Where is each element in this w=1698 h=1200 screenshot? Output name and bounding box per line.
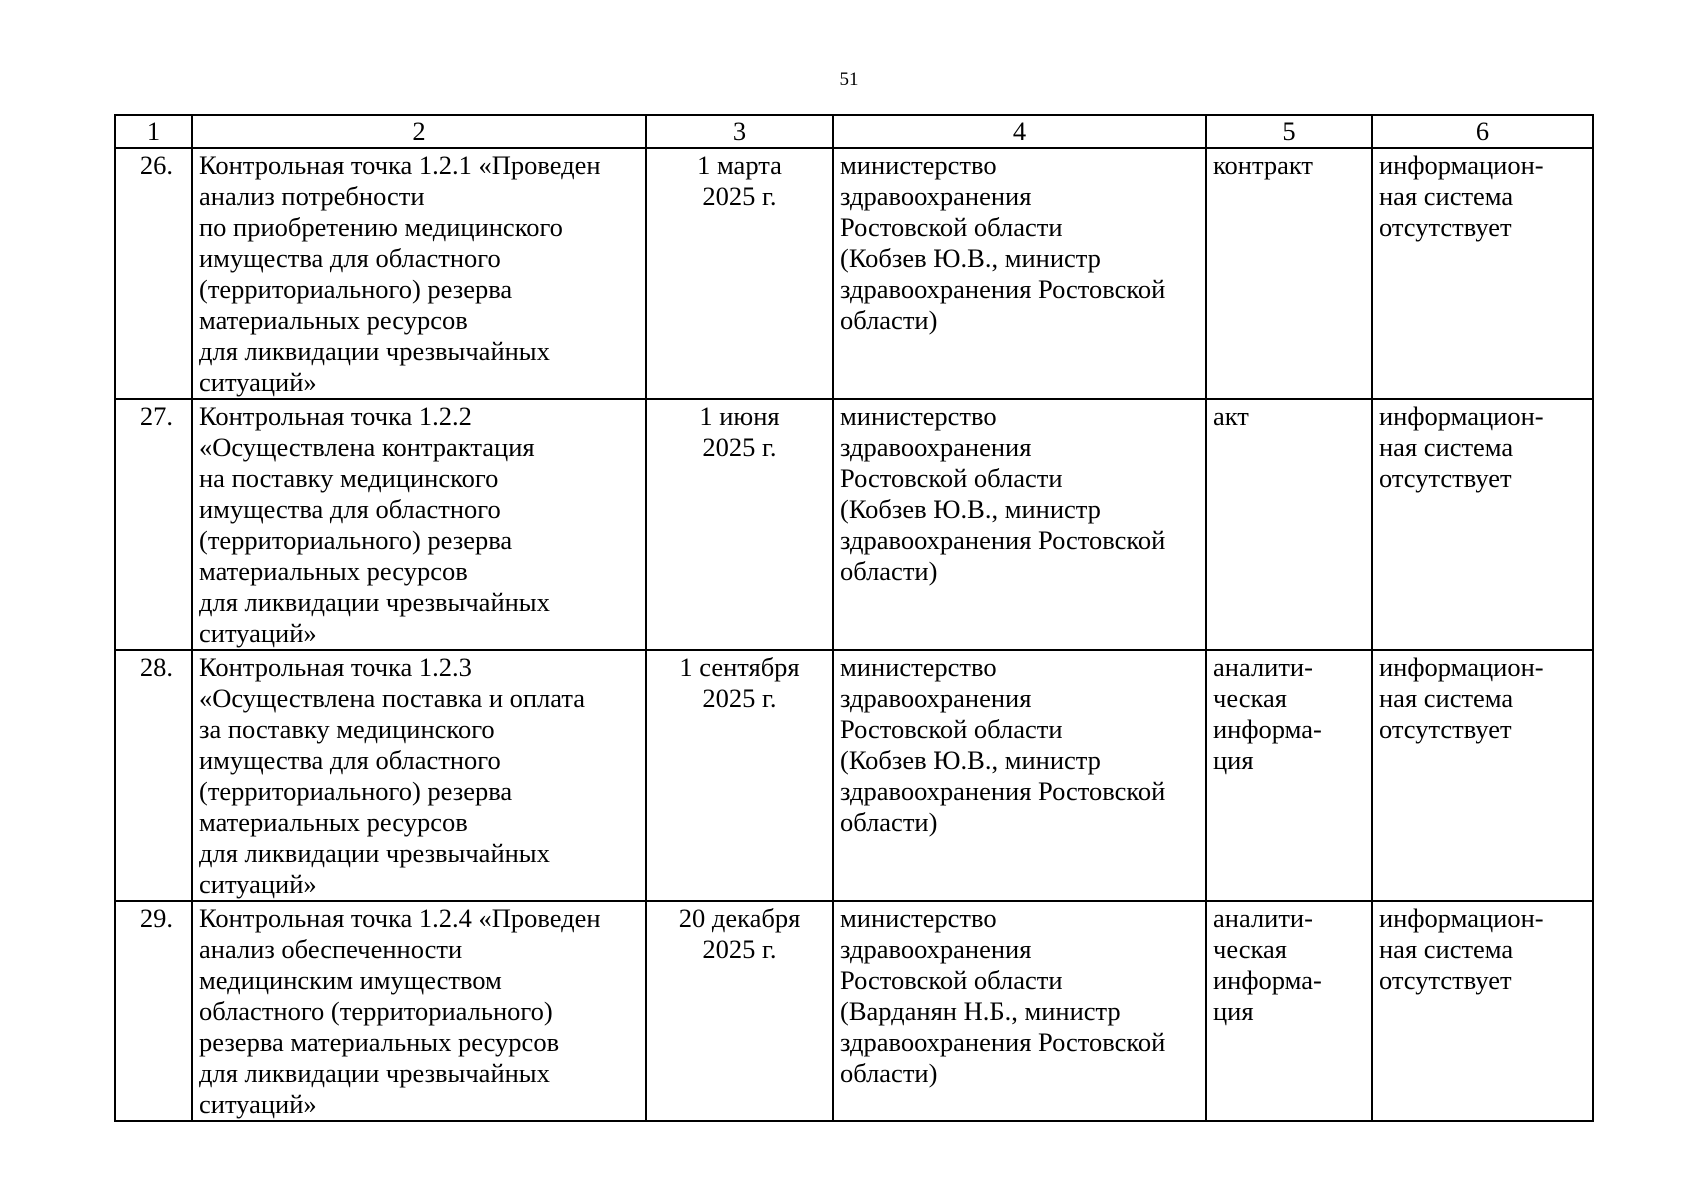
table-row <box>115 148 1593 399</box>
info-system-cell: информацион- ная система отсутствует <box>1372 650 1593 901</box>
info-system-cell: информацион- ная система отсутствует <box>1372 901 1593 1121</box>
control-points-table <box>114 114 1594 1122</box>
responsible-cell: министерство здравоохранения Ростовской области (Кобзев Ю.В., министр здравоохранения Ростовской области) <box>833 399 1206 650</box>
column-number-header: 5 <box>1206 115 1372 148</box>
event-cell: Контрольная точка 1.2.3 «Осуществлена поставка и оплата за поставку медицинского имущества для областного (территориального) резерва материальных ресурсов для ликвидации чрезвычайных ситуаций» <box>192 650 646 901</box>
event-cell: Контрольная точка 1.2.4 «Проведен анализ обеспеченности медицинским имуществом областного (территориального) резерва материальных ресурсов для ликвидации чрезвычайных ситуаций» <box>192 901 646 1121</box>
info-system-cell: информацион- ная система отсутствует <box>1372 399 1593 650</box>
column-number-header: 1 <box>115 115 192 148</box>
row-number-cell: 29. <box>115 901 192 1121</box>
table-row <box>115 650 1593 901</box>
row-number-cell: 27. <box>115 399 192 650</box>
column-number-header: 4 <box>833 115 1206 148</box>
column-number-header: 6 <box>1372 115 1593 148</box>
date-cell: 20 декабря 2025 г. <box>646 901 833 1121</box>
event-cell: Контрольная точка 1.2.2 «Осуществлена контрактация на поставку медицинского имущества для областного (территориального) резерва материальных ресурсов для ликвидации чрезвычайных ситуаций» <box>192 399 646 650</box>
document-cell: контракт <box>1206 148 1372 399</box>
column-number-header: 2 <box>192 115 646 148</box>
date-cell: 1 июня 2025 г. <box>646 399 833 650</box>
responsible-cell: министерство здравоохранения Ростовской области (Кобзев Ю.В., министр здравоохранения Ростовской области) <box>833 650 1206 901</box>
table-header-row <box>115 115 1593 148</box>
column-number-header: 3 <box>646 115 833 148</box>
table-row <box>115 901 1593 1121</box>
row-number-cell: 28. <box>115 650 192 901</box>
document-cell: акт <box>1206 399 1372 650</box>
date-cell: 1 сентября 2025 г. <box>646 650 833 901</box>
info-system-cell: информацион- ная система отсутствует <box>1372 148 1593 399</box>
row-number-cell: 26. <box>115 148 192 399</box>
table-row <box>115 399 1593 650</box>
page-number: 51 <box>839 69 859 90</box>
responsible-cell: министерство здравоохранения Ростовской области (Варданян Н.Б., министр здравоохранения Ростовской области) <box>833 901 1206 1121</box>
document-cell: аналити- ческая информа- ция <box>1206 650 1372 901</box>
event-cell: Контрольная точка 1.2.1 «Проведен анализ потребности по приобретению медицинского имущества для областного (территориального) резерва материальных ресурсов для ликвидации чрезвычайных ситуаций» <box>192 148 646 399</box>
date-cell: 1 марта 2025 г. <box>646 148 833 399</box>
responsible-cell: министерство здравоохранения Ростовской области (Кобзев Ю.В., министр здравоохранения Ростовской области) <box>833 148 1206 399</box>
document-cell: аналити- ческая информа- ция <box>1206 901 1372 1121</box>
